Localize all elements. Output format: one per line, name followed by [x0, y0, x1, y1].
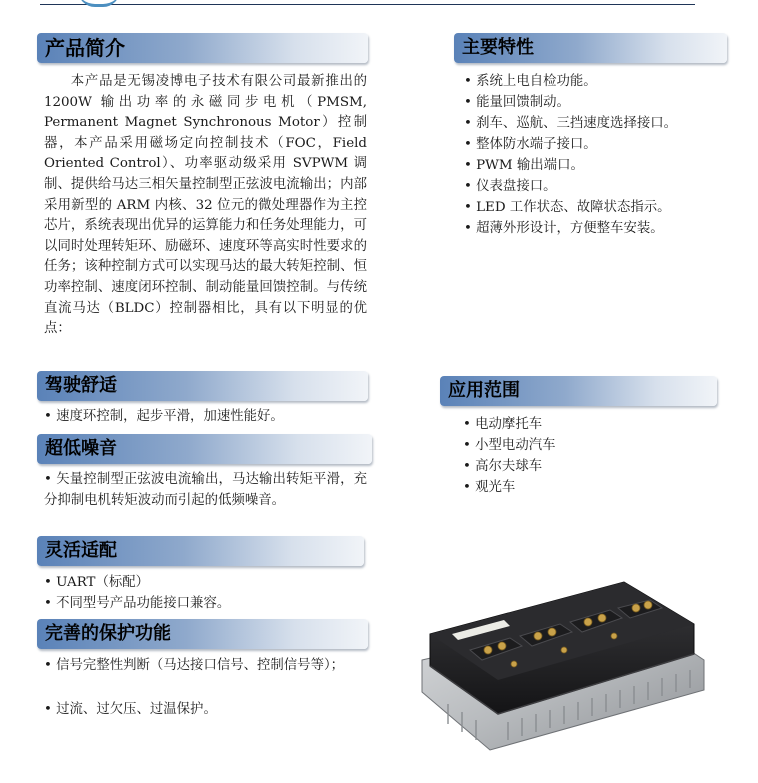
list-item: • 仪表盘接口。 — [464, 179, 557, 194]
protection-heading-bar — [37, 619, 368, 649]
features-heading: 主要特性 — [462, 37, 534, 58]
list-item: • UART（标配） — [44, 575, 150, 590]
applications-heading-bar — [440, 376, 717, 406]
list-item: • 整体防水端子接口。 — [464, 137, 597, 152]
features-list — [464, 71, 677, 239]
list-item: • 刹车、巡航、三挡速度选择接口。 — [464, 116, 678, 131]
low-noise-heading: 超低噪音 — [45, 438, 117, 459]
protection-item-2: • 过流、过欠压、过温保护。 — [44, 702, 217, 717]
adaptive-list — [44, 572, 230, 614]
comfort-list — [44, 406, 284, 427]
protection-item-1: • 信号完整性判断（马达接口信号、控制信号等）； — [44, 658, 345, 673]
adaptive-heading-bar — [37, 536, 364, 566]
comfort-heading: 驾驶舒适 — [45, 375, 117, 396]
list-item: • LED 工作状态、故障状态指示。 — [464, 200, 671, 215]
list-item: • 不同型号产品功能接口兼容。 — [44, 596, 231, 611]
intro-heading-bar — [37, 33, 368, 63]
protection-heading: 完善的保护功能 — [45, 623, 171, 644]
product-photo — [418, 572, 706, 756]
applications-heading: 应用范围 — [448, 380, 520, 401]
features-heading-bar — [454, 33, 727, 63]
low-noise-paragraph: • 矢量控制型正弦波电流输出，马达输出转矩平滑，充分抑制电机转矩波动而引起的低频噪音。 — [44, 472, 367, 508]
controller-icon — [418, 572, 706, 756]
list-item: • 高尔夫球车 — [463, 459, 543, 474]
list-item: • 电动摩托车 — [463, 417, 543, 432]
applications-list — [463, 414, 556, 498]
list-item: • 超薄外形设计，方便整车安装。 — [464, 221, 664, 236]
top-rule — [40, 4, 695, 5]
list-item: • 能量回馈制动。 — [464, 95, 570, 110]
list-item: • 系统上电自检功能。 — [464, 74, 597, 89]
intro-paragraph: 本产品是无锡凌博电子技术有限公司最新推出的 1200W 输出功率的永磁同步电机（PMSM, Permanent Magnet Synchronous Motor）控制器，本产品采用磁场定向控制技术（FOC，Field Oriented Control）、功率驱动级采用 SVPWM 调制、提供给马达三相矢量控制型正弦波电流输出；内部采用新型的 ARM 内核、32 位元的微处理器作为主控芯片，系统表现出优异的运算能力和任务处理能力，可以同时处理转矩环、励磁环、速度环等高实时性要求的任务；该种控制方式可以实现马达的最大转矩控制、恒功率控制、速度闭环控制、制动能量回馈控制。与传统直流马达（BLDC）控制器相比，具有以下明显的优点： — [44, 74, 367, 337]
list-item: • 观光车 — [463, 480, 516, 495]
low-noise-heading-bar — [37, 434, 372, 464]
intro-heading: 产品简介 — [45, 36, 125, 60]
list-item: • 小型电动汽车 — [463, 438, 556, 453]
list-item: • 速度环控制，起步平滑，加速性能好。 — [44, 409, 284, 424]
comfort-heading-bar — [37, 371, 368, 401]
adaptive-heading: 灵活适配 — [45, 540, 117, 561]
list-item: • PWM 输出端口。 — [464, 158, 584, 173]
